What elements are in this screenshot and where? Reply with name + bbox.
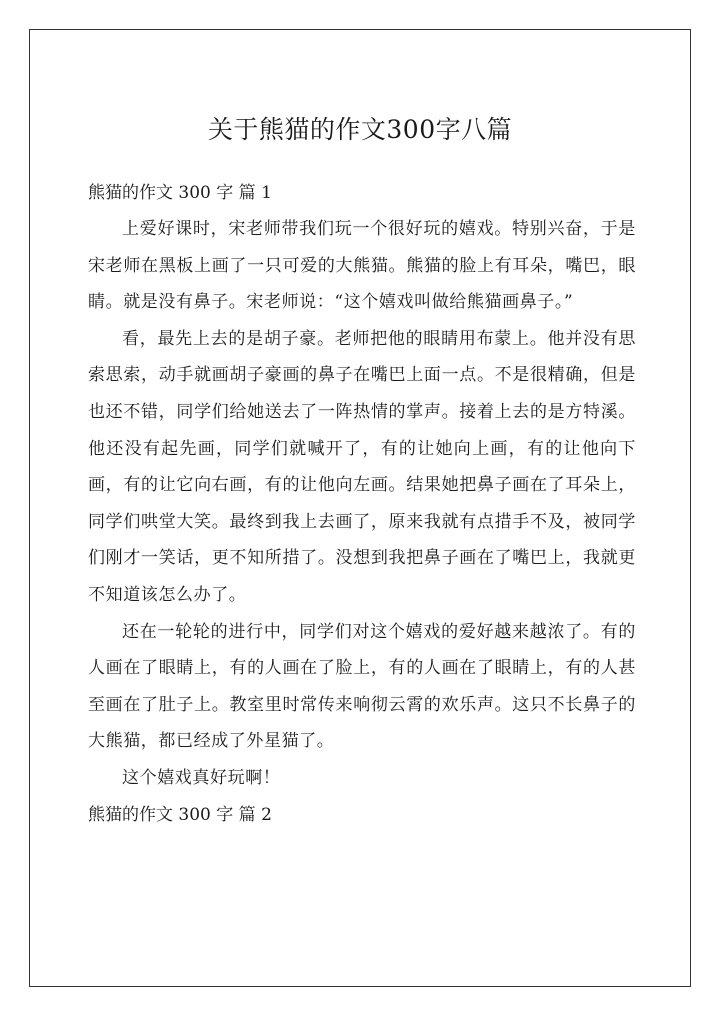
document-title: 关于熊猫的作文300字八篇	[207, 115, 513, 144]
paragraph-1: 上爱好课时，宋老师带我们玩一个很好玩的嬉戏。特别兴奋，于是宋老师在黑板上画了一只可爱的大熊猫。熊猫的脸上有耳朵，嘴巴，眼睛。就是没有鼻子。宋老师说：“这个嬉戏叫做给熊猫画鼻子。”	[88, 219, 636, 313]
paragraph-4: 这个嬉戏真好玩啊！	[122, 767, 281, 788]
section-heading-2: 熊猫的作文 300 字 篇 2	[88, 804, 272, 825]
section-heading-1: 熊猫的作文 300 字 篇 1	[88, 183, 272, 203]
document-body	[88, 175, 636, 833]
paragraph-3: 还在一轮轮的进行中，同学们对这个嬉戏的爱好越来越浓了。有的人画在了眼睛上，有的人画在了脸上，有的人画在了眼睛上，有的人甚至画在了肚子上。教室里时常传来响彻云霄的欢乐声。这只不长鼻子的大熊猫，都已经成了外星猫了。	[88, 621, 636, 752]
paragraph-2: 看，最先上去的是胡子豪。老师把他的眼睛用布蒙上。他并没有思索思索，动手就画胡子豪画的鼻子在嘴巴上面一点。不是很精确，但是也还不错，同学们给她送去了一阵热情的掌声。接着上去的是方特溪。他还没有起先画，同学们就喊开了，有的让她向上画，有的让他向下画，有的让它向右画，有的让他向左画。结果她把鼻子画在了耳朵上，同学们哄堂大笑。最终到我上去画了，原来我就有点措手不及，被同学们刚才一笑话，更不知所措了。没想到我把鼻子画在了嘴巴上，我就更不知道该怎么办了。	[88, 328, 636, 605]
